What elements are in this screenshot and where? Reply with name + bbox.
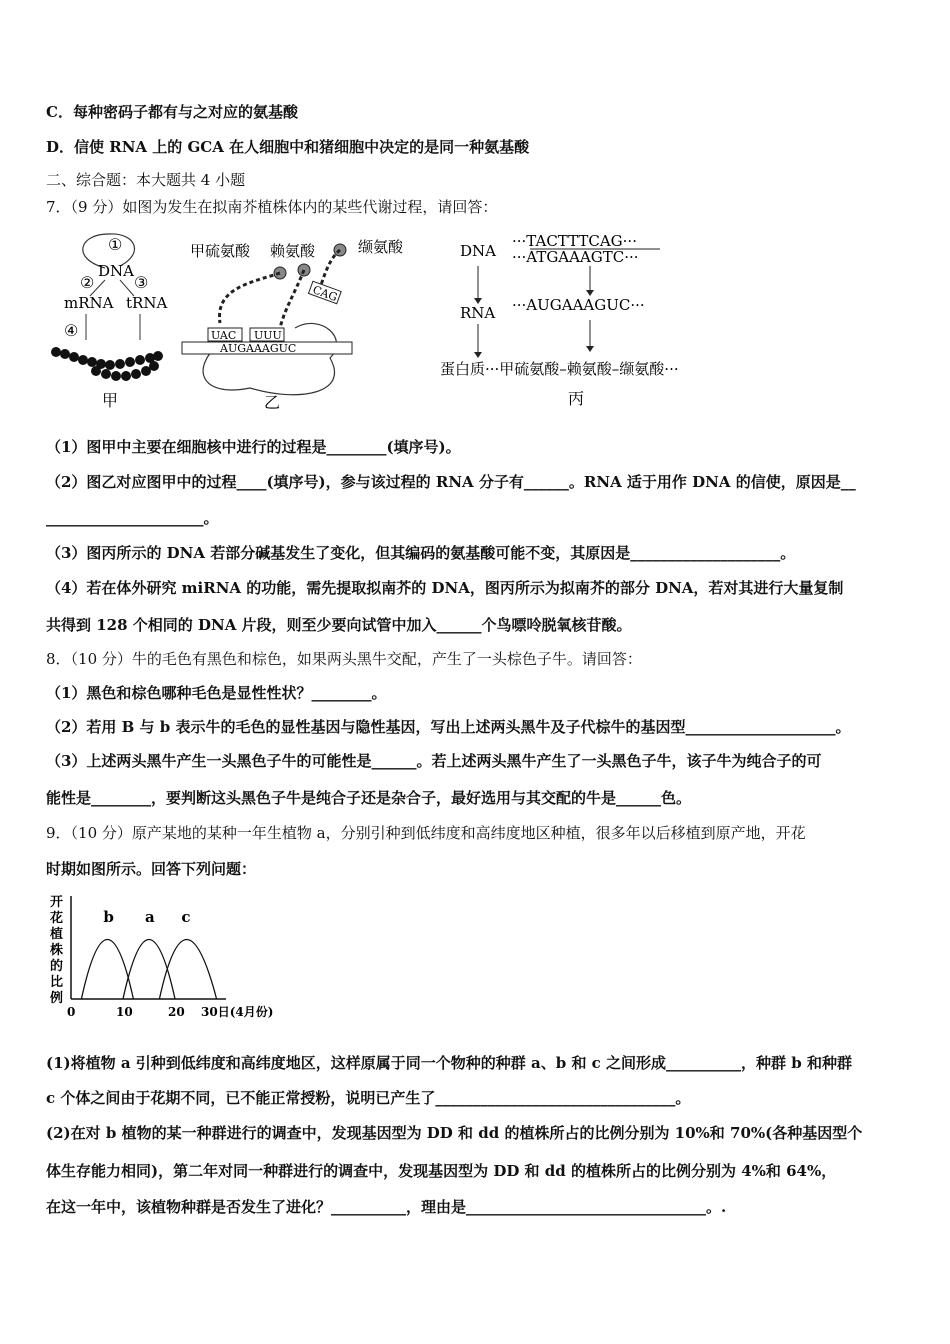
q9-1: (1)将植物 a 引种到低纬度和高纬度地区，这样原属于同一个物种的种群 a、b 和 c 之间形成__________，种群 b 和种群 [46, 1054, 852, 1072]
chart-xlabel: 30日(4月份) [201, 1005, 274, 1019]
q8-3: （3）上述两头黑牛产生一头黑色子牛的可能性是______。若上述两头黑牛产生了一头黑色子牛，该子牛为纯合子的可 [46, 752, 822, 770]
fig-yi-mrna: AUGAAAGUC [220, 342, 297, 355]
q9-stem: 9．（10 分）原产某地的某种一年生植物 a，分别引种到低纬度和高纬度地区种植，很多年以后移植到原产地，开花 [46, 824, 806, 842]
fig-jia-trna: tRNA [126, 294, 168, 312]
fig-yi-anti1: UAC [211, 329, 237, 342]
q9-1-cont: c 个体之间由于花期不同，已不能正常授粉，说明已产生了________________________________。 [46, 1089, 691, 1107]
fig-bing-protein: 蛋白质···甲硫氨酸–赖氨酸–缬氨酸··· [440, 360, 679, 378]
y-label-char: 比 [50, 975, 64, 990]
question-d: D．信使 RNA 上的 GCA 在人细胞中和猪细胞中决定的是同一种氨基酸 [46, 138, 530, 156]
y-axis-label [49, 894, 63, 1006]
q7-2: （2）图乙对应图甲中的过程____(填序号)，参与该过程的 RNA 分子有______。RNA 适于用作 DNA 的信使，原因是__ [46, 473, 856, 491]
q7-2-cont: _____________________。 [46, 509, 219, 527]
fig-yi-aa1: 甲硫氨酸 [190, 242, 251, 260]
q7-4-cont: 共得到 128 个相同的 DNA 片段，则至少要向试管中加入______个鸟嘌呤脱氧核苷酸。 [46, 616, 632, 634]
fig-jia-mrna: mRNA [64, 294, 114, 312]
series-label-b: b [103, 908, 114, 926]
y-label-char: 植 [50, 927, 64, 942]
flowering-chart [46, 888, 286, 1023]
fig-yi-anti2: UUU [254, 329, 282, 342]
series-label-c: c [181, 908, 191, 926]
fig-bing-caption: 丙 [568, 389, 585, 408]
q9-stem-cont: 时期如图所示。回答下列问题： [46, 860, 257, 878]
fig-yi-aa3: 缬氨酸 [358, 238, 404, 256]
fig-yi-aa2: 赖氨酸 [270, 242, 316, 260]
figure-yi [180, 228, 420, 413]
x-tick-label: 10 [116, 1005, 133, 1019]
fig-bing-strand1: ···TACTTTCAG··· [512, 232, 637, 250]
figure-bing [440, 228, 720, 413]
q8-2: （2）若用 B 与 b 表示牛的毛色的显性基因与隐性基因，写出上述两头黑牛及子代棕牛的基因型____________________。 [46, 718, 851, 736]
q8-3-cont: 能性是________，要判断这头黑色子牛是纯合子还是杂合子，最好选用与其交配的牛是______色。 [46, 789, 692, 807]
fig-jia-n2: ② [80, 273, 95, 292]
fig-bing-dna: DNA [460, 242, 496, 260]
fig-yi-caption: 乙 [264, 393, 281, 412]
fig-jia-dna: DNA [98, 262, 134, 280]
fig-bing-mrna: ···AUGAAAGUC··· [512, 296, 645, 314]
fig-jia-n1: ① [108, 235, 123, 254]
y-label-char: 花 [50, 911, 64, 926]
fig-jia-caption: 甲 [102, 391, 119, 410]
fig-bing-rna: RNA [460, 304, 496, 322]
section-title: 二、综合题：本大题共 4 小题 [46, 171, 246, 189]
q7-1: （1）图甲中主要在细胞核中进行的过程是________(填序号)。 [46, 438, 461, 456]
fig-yi-anti3: CAG [310, 283, 340, 305]
q8-stem: 8．（10 分）牛的毛色有黑色和棕色，如果两头黑牛交配，产生了一头棕色子牛。请回答： [46, 650, 642, 668]
y-label-char: 例 [50, 991, 64, 1006]
x-tick-label: 0 [67, 1005, 76, 1019]
q9-2-cont2: 在这一年中，该植物种群是否发生了进化？__________，理由是________________________________。. [46, 1198, 727, 1216]
q7-4: （4）若在体外研究 miRNA 的功能，需先提取拟南芥的 DNA，图丙所示为拟南芥的部分 DNA，若对其进行大量复制 [46, 579, 844, 597]
q8-1: （1）黑色和棕色哪种毛色是显性性状？________。 [46, 684, 387, 702]
x-tick-label: 20 [168, 1005, 185, 1019]
q9-2-cont: 体生存能力相同)，第二年对同一种群进行的调查中，发现基因型为 DD 和 dd 的植株所占的比例分别为 4%和 64%， [46, 1162, 837, 1180]
y-label-char: 的 [50, 959, 64, 974]
q9-2: (2)在对 b 植物的某一种群进行的调查中，发现基因型为 DD 和 dd 的植株所占的比例分别为 10%和 70%(各种基因型个 [46, 1124, 863, 1142]
figure-jia [50, 228, 180, 413]
q7-stem: 7．（9 分）如图为发生在拟南芥植株体内的某些代谢过程，请回答： [46, 198, 498, 216]
y-label-char: 开 [50, 895, 64, 910]
fig-jia-n3: ③ [134, 273, 149, 292]
fig-bing-strand2: ···ATGAAAGTC··· [512, 248, 639, 266]
series-label-a: a [145, 908, 155, 926]
polypeptide-chain [51, 347, 163, 381]
y-label-char: 株 [50, 943, 64, 958]
question-c: C．每种密码子都有与之对应的氨基酸 [46, 103, 298, 121]
q7-3: （3）图丙所示的 DNA 若部分碱基发生了变化，但其编码的氨基酸可能不变，其原因是____________________。 [46, 544, 796, 562]
fig-jia-n4: ④ [64, 321, 79, 340]
